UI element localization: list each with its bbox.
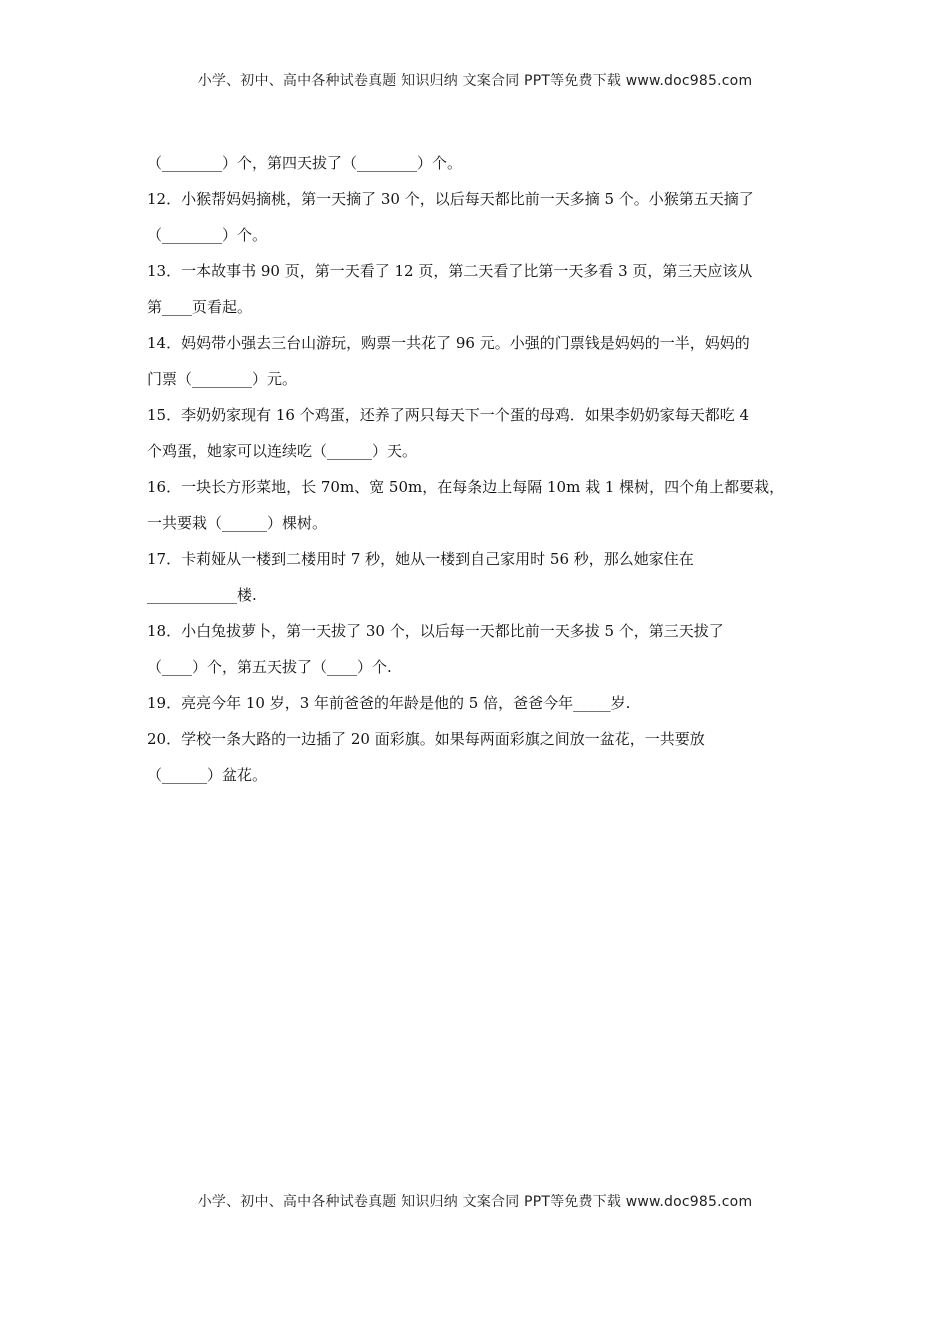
question-list (147, 145, 812, 793)
question-15-line-1: 15．李奶奶家现有 16 个鸡蛋，还养了两只每天下一个蛋的母鸡．如果李奶奶家每天都吃 4 (147, 406, 750, 424)
question-16-line-1: 16．一块长方形菜地，长 70m、宽 50m，在每条边上每隔 10m 栽 1 棵树，四个角上都要栽， (147, 478, 785, 496)
question-16-line-2: 一共要栽（______）棵树。 (147, 514, 328, 532)
question-17-line-1: 17．卡莉娅从一楼到二楼用时 7 秒，她从一楼到自己家用时 56 秒，那么她家住在 (147, 550, 694, 568)
question-12-line-1: 12．小猴帮妈妈摘桃，第一天摘了 30 个，以后每天都比前一天多摘 5 个。小猴第五天摘了 (147, 190, 754, 208)
question-20-line-2: （______）盆花。 (147, 766, 268, 784)
question-13-line-1: 13．一本故事书 90 页，第一天看了 12 页，第二天看了比第一天多看 3 页，第三天应该从 (147, 262, 753, 280)
page-footer: 小学、初中、高中各种试卷真题 知识归纳 文案合同 PPT等免费下载 www.doc985.com (197, 1194, 753, 1210)
question-14-line-2: 门票（________）元。 (147, 370, 298, 388)
question-12-line-2: （________）个。 (147, 226, 268, 244)
question-20-line-1: 20．学校一条大路的一边插了 20 面彩旗。如果每两面彩旗之间放一盆花，一共要放 (147, 730, 705, 748)
question-17-line-2: ____________楼. (147, 586, 257, 604)
question-11-continuation: （________）个，第四天拔了（________）个。 (147, 154, 463, 172)
question-13-line-2: 第____页看起。 (147, 298, 253, 316)
question-15-line-2: 个鸡蛋，她家可以连续吃（______）天。 (147, 442, 418, 460)
page-header: 小学、初中、高中各种试卷真题 知识归纳 文案合同 PPT等免费下载 www.doc985.com (197, 73, 753, 89)
question-18-line-1: 18．小白兔拔萝卜，第一天拔了 30 个，以后每一天都比前一天多拔 5 个，第三天拔了 (147, 622, 724, 640)
question-18-line-2: （____）个，第五天拔了（____）个. (147, 658, 392, 676)
question-19-line-1: 19．亮亮今年 10 岁，3 年前爸爸的年龄是他的 5 倍，爸爸今年_____岁. (147, 694, 631, 712)
question-14-line-1: 14．妈妈带小强去三台山游玩，购票一共花了 96 元。小强的门票钱是妈妈的一半，妈妈的 (147, 334, 750, 352)
